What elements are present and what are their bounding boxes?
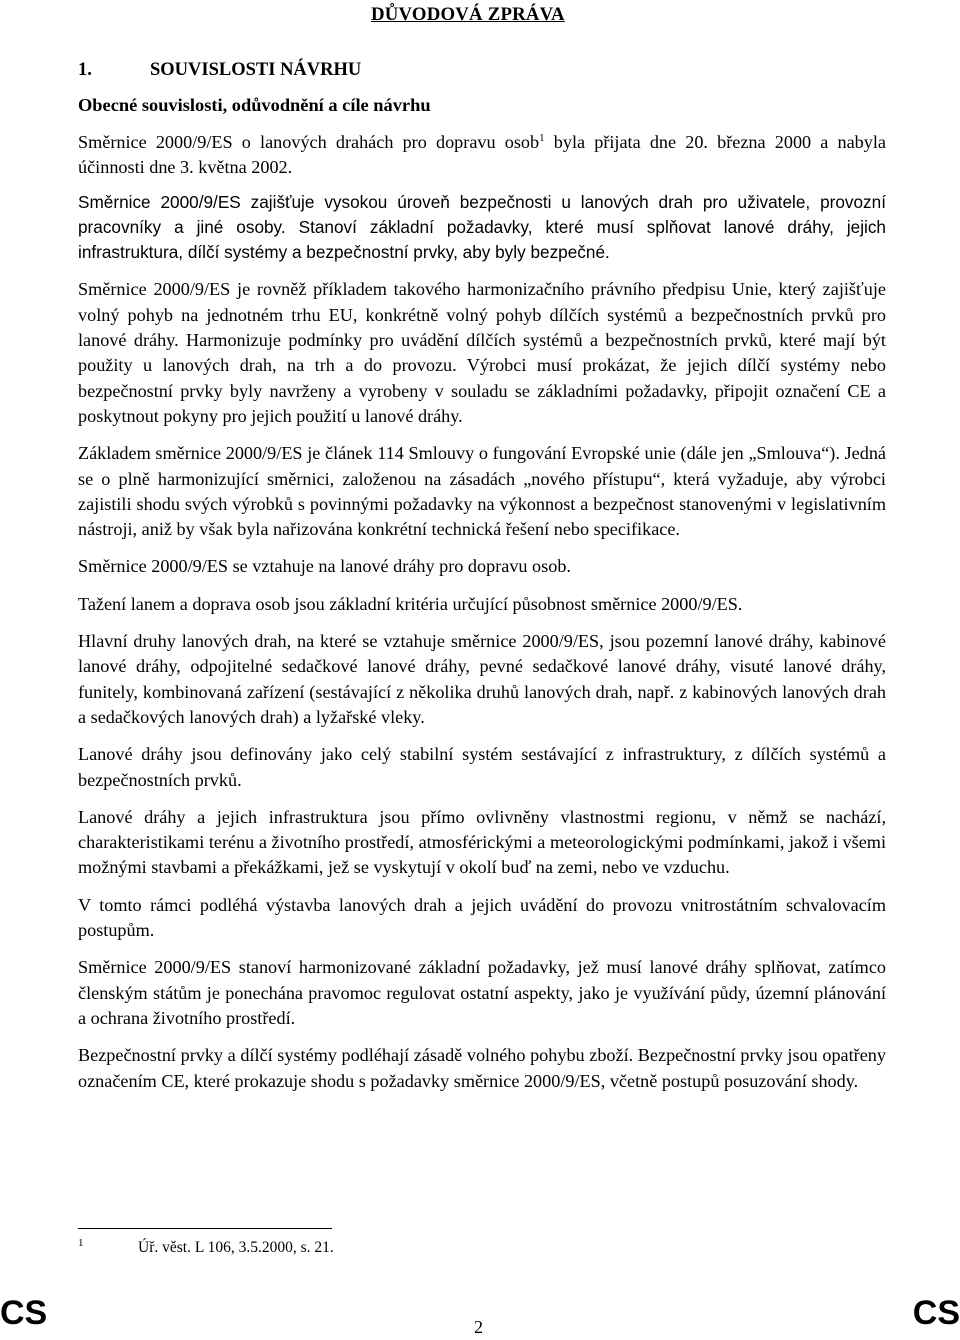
document-title: DŮVODOVÁ ZPRÁVA <box>371 4 565 25</box>
footnote-reference[interactable]: 1 <box>539 131 545 144</box>
intro-text: Směrnice 2000/9/ES o lanových drahách pro dopravu osob <box>78 132 540 152</box>
paragraph-intro <box>78 130 886 181</box>
footnote: 1 Úř. věst. L 106, 3.5.2000, s. 21. <box>78 1236 334 1256</box>
page-number: 2 <box>474 1317 483 1337</box>
paragraph: Lanové dráhy jsou definovány jako celý stabilní systém sestávající z infrastruktury, z dílčích systémů a bezpečnostních prvků. <box>78 744 886 790</box>
paragraph: Směrnice 2000/9/ES se vztahuje na lanové dráhy pro dopravu osob. <box>78 556 571 577</box>
footnote-divider <box>78 1228 332 1229</box>
subheading: Obecné souvislosti, odůvodnění a cíle návrhu <box>78 95 431 115</box>
paragraph: Tažení lanem a doprava osob jsou základní kritéria určující působnost směrnice 2000/9/ES. <box>78 593 743 614</box>
footer-language-right: CS <box>912 1294 960 1332</box>
paragraph: Základem směrnice 2000/9/ES je článek 114 Smlouvy o fungování Evropské unie (dále jen „Smlouva“). Jedná se o plně harmonizující směrnici, založenou na zásadách „nového přístupu“, která vyžaduje, aby výrobci zajistili shodu svých výrobků s povinnými požadavky na výkonnost a bezpečnost stanovenými v legislativním nástroji, aniž by však byla nařizována konkrétní technická řešení nebo specifikace. <box>78 443 886 540</box>
paragraph: Hlavní druhy lanových drah, na které se vztahuje směrnice 2000/9/ES, jsou pozemní lanové dráhy, kabinové lanové dráhy, odpojitelné sedačkové lanové dráhy, pevné sedačkové lanové dráhy, visuté lanové dráhy, funitely, kombinovaná zařízení (sestávající z několika druhů lanových drah, např. z kabinových lanových drah a sedačkových lanových drah) a lyžařské vleky. <box>78 631 886 727</box>
paragraph: Směrnice 2000/9/ES stanoví harmonizované základní požadavky, jež musí lanové dráhy splňovat, zatímco členským státům je ponechána pravomoc regulovat ostatní aspekty, jako je využívání půdy, územní plánování a ochrana životního prostředí. <box>78 957 886 1028</box>
intro-text-continued: byla přijata dne 20. března 2000 a nabyla účinnosti dne 3. května 2002. <box>78 132 886 178</box>
body-text <box>78 130 886 1106</box>
paragraph-2 <box>78 190 886 266</box>
paragraph-2-text: Směrnice 2000/9/ES zajišťuje vysokou úroveň bezpečnosti u lanových drah pro uživatele, provozní pracovníky a jiné osoby. Stanoví základní požadavky, které musí splňovat lanové dráhy, jejich infrastruktura, dílčí systémy a bezpečnostní prvky, aby byly bezpečné. <box>78 191 886 263</box>
footnote-text: Úř. věst. L 106, 3.5.2000, s. 21. <box>138 1239 334 1256</box>
section-number: 1. <box>78 60 92 80</box>
section-title: SOUVISLOSTI NÁVRHU <box>150 60 362 80</box>
footer-language-left: CS <box>0 1294 48 1332</box>
section-heading <box>78 58 361 83</box>
paragraph: Lanové dráhy a jejich infrastruktura jsou přímo ovlivněny vlastnostmi regionu, v němž se nachází, charakteristikami terénu a životního prostředí, atmosférickými a meteorologickými podmínkami, jakož i všemi možnými stavbami a překážkami, jež se vyskytují v okolí buď na zemi, nebo ve vzduchu. <box>78 806 886 878</box>
paragraph: V tomto rámci podléhá výstavba lanových drah a jejich uvádění do provozu vnitrostátním schvalovacím postupům. <box>78 894 886 941</box>
paragraph: Bezpečnostní prvky a dílčí systémy podléhají zásadě volného pohybu zboží. Bezpečnostní prvky jsou opatřeny označením CE, které prokazuje shodu s požadavky směrnice 2000/9/ES, včetně postupů posuzování shody. <box>78 1045 886 1091</box>
paragraph: Směrnice 2000/9/ES je rovněž příkladem takového harmonizačního právního předpisu Unie, který zajišťuje volný pohyb na jednotném trhu EU, konkrétně volný pohyb dílčích systémů a bezpečnostních prvků pro lanové dráhy. Harmonizuje podmínky pro uvádění dílčích systémů a bezpečnostních prvků, které mají být použity u lanových drah, na trh a do provozu. Výrobci musí prokázat, že jejich dílčí systémy nebo bezpečnostní prvky byly navrženy a vyrobeny v souladu se základními požadavky, připojit označení CE a poskytnout pokyny pro jejich použití u lanové dráhy. <box>78 279 886 426</box>
